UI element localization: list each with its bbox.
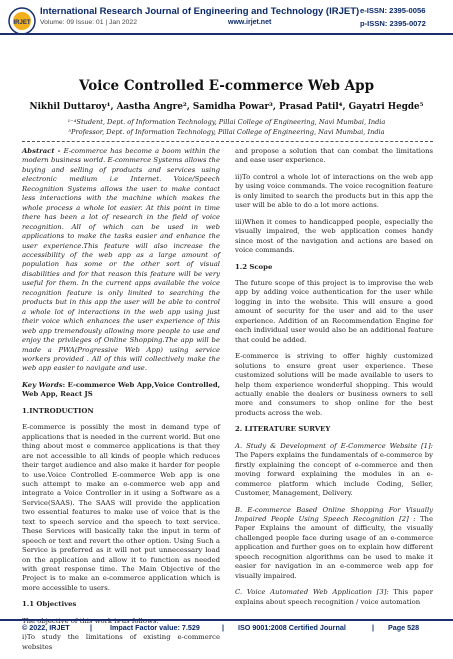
literature-item-a-text: The Papers explains the fundamentals of e-commerce by firstly explaining the concept of e-commerce and then moving forward explaining the modules in an e-commerce platform which include Coding, Seller, Customer, Management, Delivery. bbox=[235, 451, 433, 498]
objective-iii: iii)When it comes to handicapped people, especially the visually impaired, the web application comes handy since most of the navigation and actions are based on voice commands. bbox=[235, 217, 433, 255]
literature-item-c-text: This paper explains about speech recognition / voice automation bbox=[235, 588, 433, 606]
paper-title: Voice Controlled E-commerce Web App bbox=[78, 78, 375, 94]
journal-title: International Research Journal of Engineering and Technology (IRJET) bbox=[40, 6, 360, 17]
irjet-logo-icon bbox=[8, 7, 36, 35]
header-rule bbox=[0, 33, 453, 35]
footer-separator-1: | bbox=[90, 623, 93, 632]
literature-item-c-title: C. Voice Automated Web Application [3]: bbox=[235, 588, 389, 597]
literature-item-a-title: A. Study & Development of E-Commerce Website [1]: bbox=[235, 441, 433, 450]
literature-item-a bbox=[235, 442, 433, 499]
scope-paragraph-1: The future scope of this project is to improvise the web app by adding voice authentication for the user while logging in into the website. This will ensure a good amount of security for the user and aid to the user experience. Addition of an Recommendation Engine for each individual user would also be an additional feature that could be added. bbox=[235, 278, 433, 344]
abstract-text: E-commerce has become a boom within the modern business world. E-commerce Systems allows the buying and selling of products and services using electronic medium i.e Internet. Voice/Speech Recognition Systems allows the user to make contact less interactions with the machine which makes the whole process a whole lot easier. At this point in time there has been a lot of research in the field of voice recognition. All of which can be used in web applications to make the tasks easier and enhance the user experience.This feature will also increase the accessibility of the web app as a large amount of population has some or the other sort of visual disabilities and for that reason this feature will be very useful for them. In the current apps available the voice recognition feature is only limited to searching the products but in this app the user will be able to control a whole lot of interactions in the web app using just their voice which enhances the user experience of this web app tremendously allowing more people to use and enjoy the privileges of Online Shopping.The app will be made a PWA(Progressive Web App) using service workers provided . All of this will collectively make the web app easier to navigate and use. bbox=[22, 147, 220, 373]
objectives-heading: 1.1 Objectives bbox=[22, 600, 77, 609]
eissn: e-ISSN: 2395-0056 bbox=[360, 6, 426, 15]
left-column bbox=[22, 147, 220, 659]
literature-item-b-title: B. E-commerce Based Online Shopping For Visually Impaired People Using Speech Recognition [2] : bbox=[235, 505, 433, 523]
pissn: p-ISSN: 2395-0072 bbox=[360, 19, 426, 28]
objective-ii: ii)To control a whole lot of interactions on the web app by using voice commands. The voice recognition feature is only limited to search the products but in this app the user will be able to do a lot more actions. bbox=[235, 172, 433, 210]
keywords bbox=[22, 381, 220, 400]
footer-rule bbox=[0, 619, 453, 621]
footer-page: Page 528 bbox=[388, 623, 420, 632]
literature-item-c bbox=[235, 588, 433, 607]
abstract bbox=[22, 147, 220, 374]
scope-paragraph-2: E-commerce is striving to offer highly customized solutions to ensure great user experience. These customized solutions will be made available to users to help them experience wonderful shopping. This would actually enable the dealers or business owners to sell more and consumers to shop online for the best products across the web. bbox=[235, 352, 433, 417]
journal-header bbox=[0, 0, 453, 40]
svg-text:IRJET: IRJET bbox=[13, 20, 31, 26]
footer-separator-3: | bbox=[372, 623, 375, 632]
literature-heading: 2. LITERATURE SURVEY bbox=[235, 425, 331, 434]
journal-url[interactable]: www.irjet.net bbox=[228, 19, 272, 26]
keywords-text: : E-commerce Web App,Voice Controlled, Web App, React JS bbox=[22, 380, 221, 399]
literature-item-b-text: The Paper Explains the amount of difficulty, the visually challenged people face during usage of an e-commerce application and further goes on to explain how different speech recognition algorithms can be used to make it easier for navigation in an e-commerce web app for visually impaired. bbox=[235, 514, 433, 580]
objective-i-continued: and propose a solution that can combat the limitations and ease user experience. bbox=[235, 147, 433, 165]
footer-copyright: © 2022, IRJET bbox=[22, 623, 70, 632]
affiliation-professor: ⁵Professor, Dept. of Information Technology, Pillai College of Engineering, Navi Mumbai, India bbox=[68, 128, 385, 136]
footer-iso: ISO 9001:2008 Certified Journal bbox=[238, 623, 346, 632]
intro-paragraph: E-commerce is possibly the most in demand type of applications that is needed in the current world. But one thing about most e commerce applications is that they are not accessible to all kinds of people which reduces their target audience and also make it harder for people to use.Voice Controlled E-commerce Web app is one such attempt to make an e-commerce web app and integrate a Voice Controller in it using a Software as a Service(SAAS). The SAAS will provide the application two essential features to make use of voice that is the text to speech service and the speech to text service. These Services will basically take the input in term of speech or text and revert the other option. Using Such a Service is preferred as it will not put unnecessary load on the application and allow it to function as needed with great response time. The Main Objective of the Project is to make an e-commerce application which is more accessible to users. bbox=[22, 423, 220, 592]
journal-volume: Volume: 09 Issue: 01 | Jan 2022 bbox=[40, 19, 137, 26]
right-column bbox=[235, 147, 433, 614]
scope-heading: 1.2 Scope bbox=[235, 262, 273, 271]
objective-i: i)To study the limitations of existing e-commerce websites bbox=[22, 633, 220, 651]
affiliation-students: ¹⁻⁴Student, Dept. of Information Technology, Pillai College of Engineering, Navi Mumbai, India bbox=[67, 118, 386, 126]
section-divider bbox=[22, 141, 433, 142]
literature-item-b bbox=[235, 506, 433, 582]
footer-impact: Impact Factor value: 7.529 bbox=[110, 623, 200, 632]
paper-authors: Nikhil Duttaroy¹, Aastha Angre², Samidha Powar³, Prasad Patil⁴, Gayatri Hegde⁵ bbox=[29, 102, 424, 112]
abstract-label: Abstract - bbox=[22, 147, 64, 155]
intro-heading: 1.INTRODUCTION bbox=[22, 406, 94, 415]
keywords-label: Key Words bbox=[22, 380, 63, 389]
footer-separator-2: | bbox=[222, 623, 225, 632]
